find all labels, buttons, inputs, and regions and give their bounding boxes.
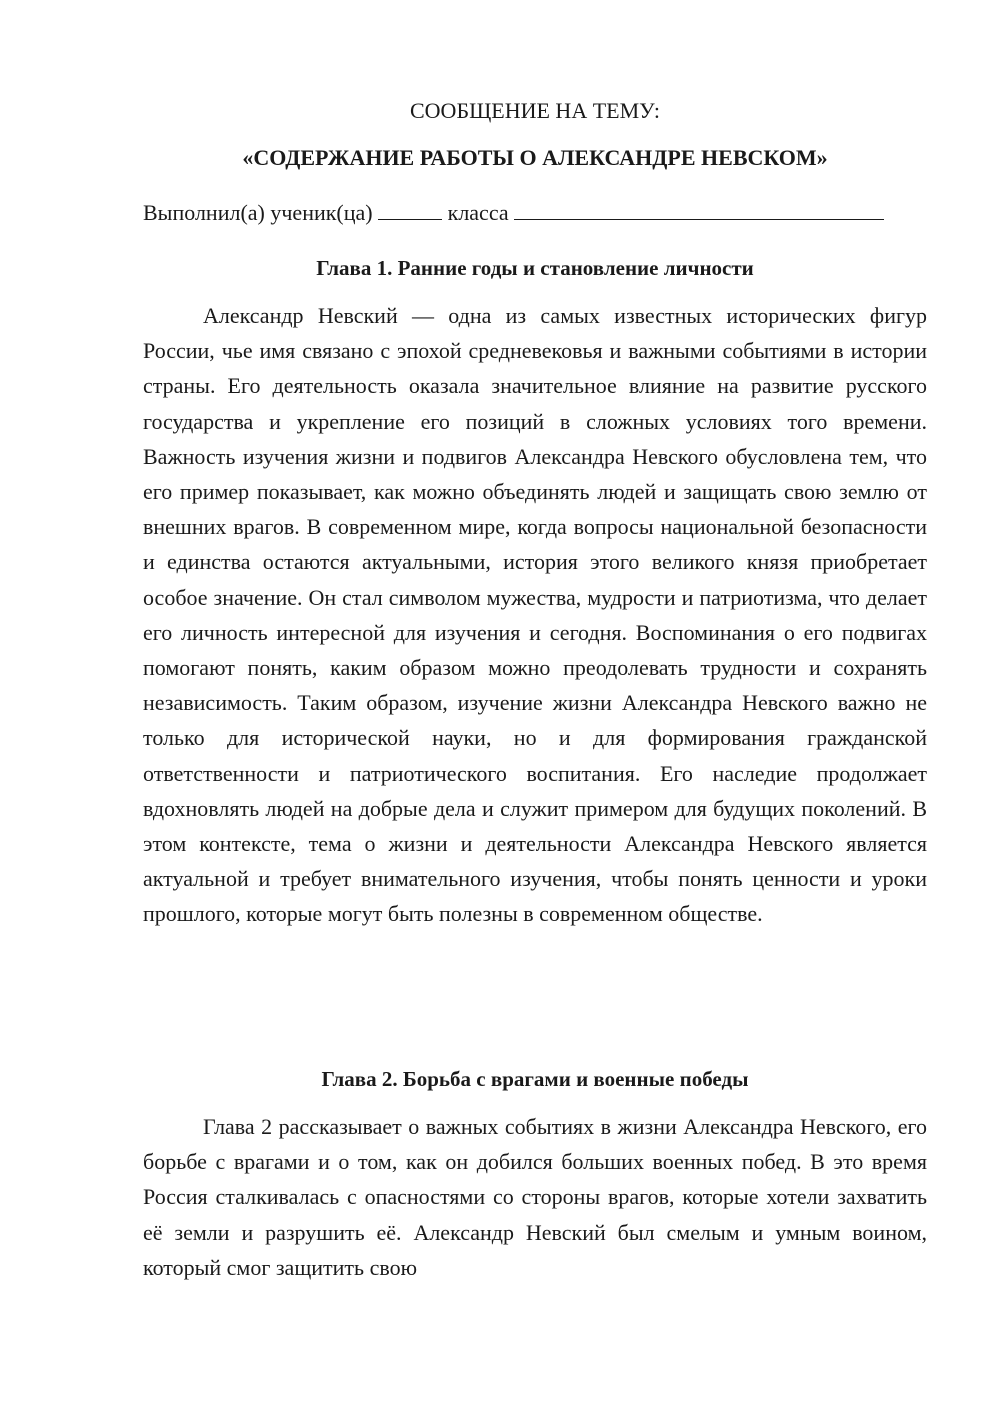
chapter-2-paragraph: Глава 2 рассказывает о важных событиях в жизни Александра Невского, его борьбе с врагами и о том, как он добился больших военных побед. В это время Россия сталкивалась с опасностями со стороны врагов, которые хотели захватить её земли и разрушить её. Александр Невский был смелым и умным воином, который смог защитить свою <box>143 1114 927 1280</box>
document-title: «СОДЕРЖАНИЕ РАБОТЫ О АЛЕКСАНДРЕ НЕВСКОМ» <box>242 145 828 170</box>
chapter-2-heading: Глава 2. Борьба с врагами и военные победы <box>321 1067 749 1091</box>
chapter-1-heading: Глава 1. Ранние годы и становление личности <box>316 256 754 280</box>
author-class-label: класса <box>447 200 509 225</box>
document-topic-line: СООБЩЕНИЕ НА ТЕМУ: <box>410 98 660 123</box>
author-line <box>143 197 884 228</box>
class-number-blank <box>378 197 442 220</box>
student-name-blank <box>514 197 884 220</box>
author-prefix: Выполнил(а) ученик(ца) <box>143 200 373 225</box>
chapter-1-paragraph: Александр Невский — одна из самых известных исторических фигур России, чье имя связано с эпохой средневековья и важными событиями в истории страны. Его деятельность оказала значительное влияние на развитие русского государства и укрепление его позиций в сложных условиях того времени. Важность изучения жизни и подвигов Александра Невского обусловлена тем, что его пример показывает, как можно объединять людей и защищать свою землю от внешних врагов. В современном мире, когда вопросы национальной безопасности и единства остаются актуальными, история этого великого князя приобретает особое значение. Он стал символом мужества, мудрости и патриотизма, что делает его личность интересной для изучения и сегодня. Воспоминания о его подвигах помогают понять, каким образом можно преодолевать трудности и сохранять независимость. Таким образом, изучение жизни Александра Невского важно не только для исторической науки, но и для формирования гражданской ответственности и патриотического воспитания. Его наследие продолжает вдохновлять людей на добрые дела и служит примером для будущих поколений. В этом контексте, тема о жизни и деятельности Александра Невского является актуальной и требует внимательного изучения, чтобы понять ценности и уроки прошлого, которые могут быть полезны в современном обществе. <box>143 303 927 927</box>
